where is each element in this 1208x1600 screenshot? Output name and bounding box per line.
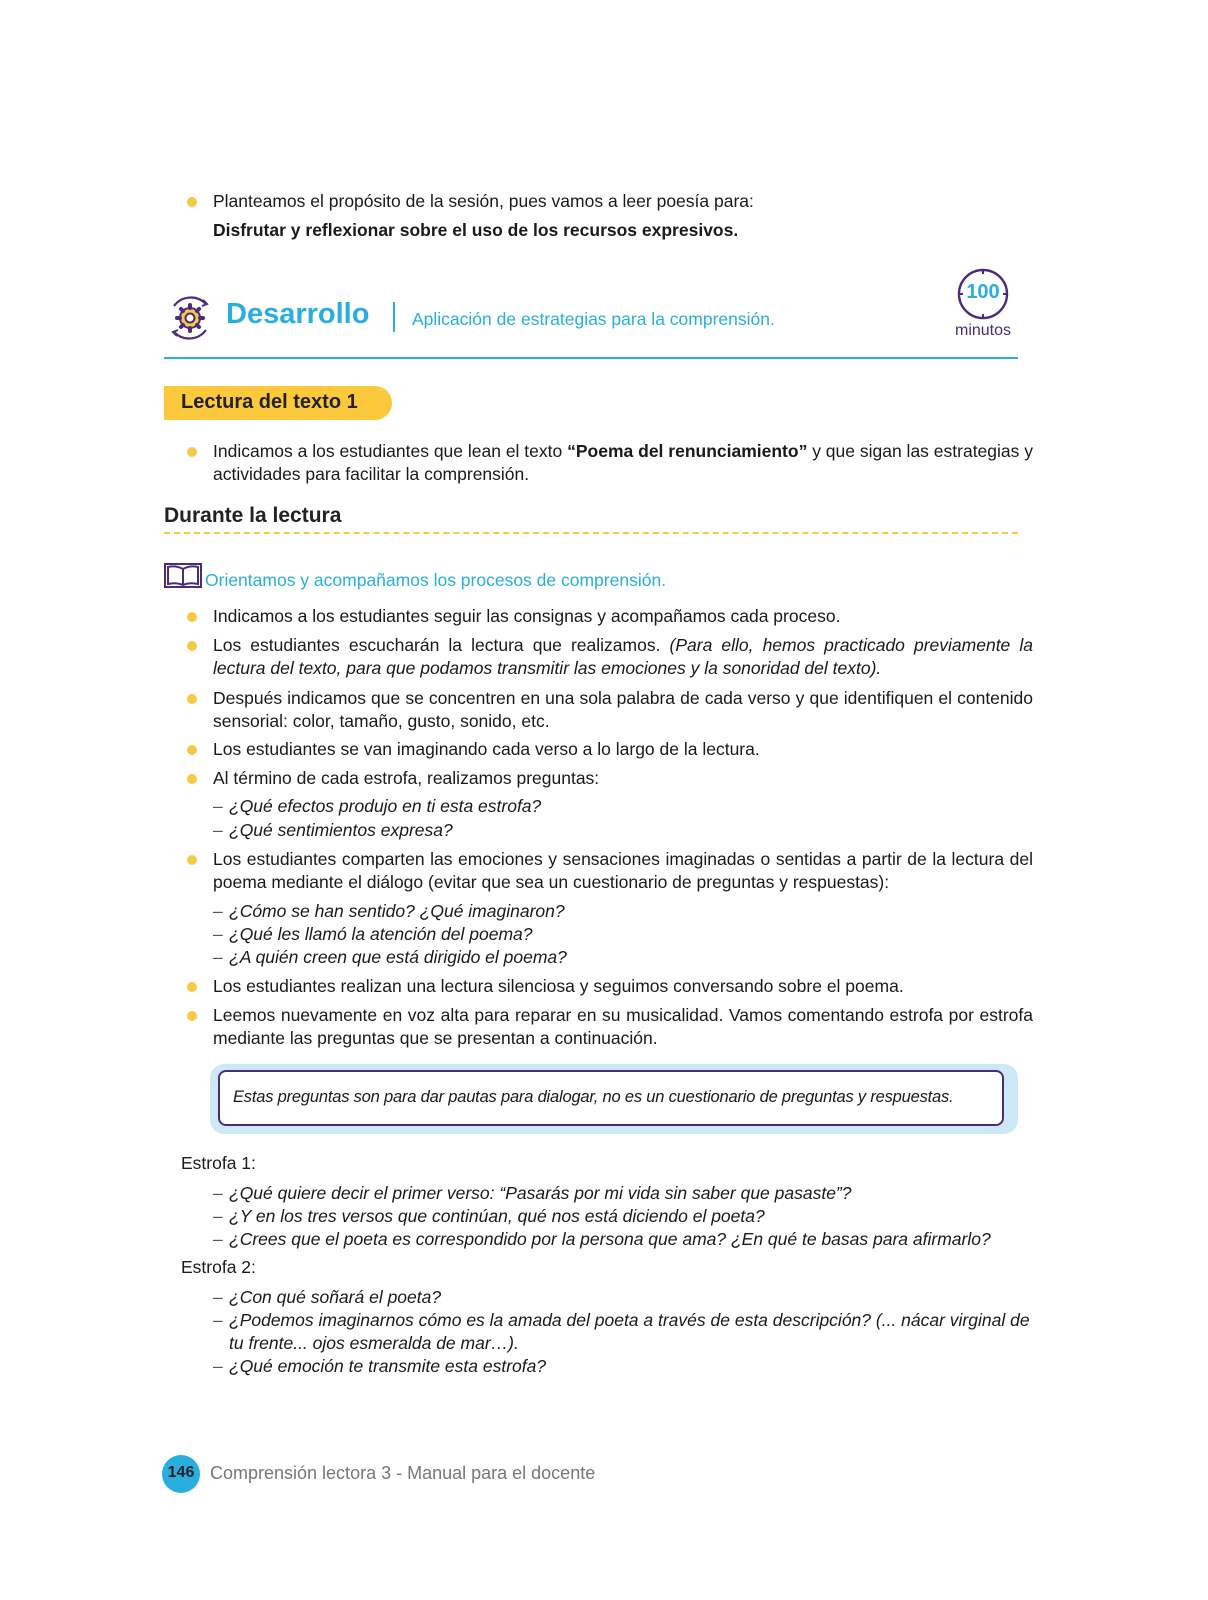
question-item: – ¿Y en los tres versos que continúan, qué nos está diciendo el poeta? (213, 1205, 1033, 1228)
question-text: ¿Qué quiere decir el primer verso: “Pasarás por mi vida sin saber que pasaste”? (229, 1183, 852, 1203)
time-badge (948, 268, 1018, 348)
page-number: 146 (167, 1464, 195, 1481)
list-item (187, 975, 1033, 998)
time-unit: minutos (954, 322, 1012, 339)
durante-heading: Durante la lectura (164, 504, 342, 527)
bullet-dot (187, 855, 197, 865)
poem-title: “Poema del renunciamiento” (567, 441, 808, 461)
question-item: – ¿Podemos imaginarnos cómo es la amada del poeta a través de esta descripción? (... nácar virginal de tu frente... ojos esmeralda de mar…). (213, 1309, 1033, 1355)
intro-text: Planteamos el propósito de la sesión, pues vamos a leer poesía para: (213, 191, 754, 211)
question-text: ¿Qué efectos produjo en ti esta estrofa? (229, 796, 542, 816)
item-text: Después indicamos que se concentren en una sola palabra de cada verso y que identifiquen el contenido sensorial: color, tamaño, gusto, sonido, etc. (213, 688, 1033, 731)
lectura-text-post: y que sigan las estrategias y actividades para facilitar la comprensión. (213, 441, 1034, 484)
bullet-dot (187, 612, 197, 622)
item-text: Indicamos a los estudiantes seguir las consignas y acompañamos cada proceso. (213, 606, 841, 626)
bullet-dot (187, 641, 197, 651)
page-number-badge (162, 1455, 200, 1493)
lectura-tag-label: Lectura del texto 1 (181, 391, 358, 413)
question-text: ¿A quién creen que está dirigido el poema? (229, 947, 567, 967)
question-text: ¿Con qué soñará el poeta? (229, 1287, 442, 1307)
bullet-dot (187, 694, 197, 704)
section-subtitle: Aplicación de estrategias para la comprensión. (412, 309, 775, 329)
bullet-dot (187, 982, 197, 992)
lectura-tag (164, 386, 392, 420)
intro-item (187, 190, 1033, 242)
question-text: ¿Qué sentimientos expresa? (229, 820, 453, 840)
item-text: Leemos nuevamente en voz alta para reparar en su musicalidad. Vamos comentando estrofa por estrofa mediante las preguntas que se presentan a continuación. (213, 1005, 1033, 1048)
question-text: ¿Crees que el poeta es correspondido por la persona que ama? ¿En qué te basas para afirmarlo? (229, 1229, 991, 1249)
section-header (164, 281, 1018, 362)
section-divider (393, 302, 395, 332)
note-inner (218, 1070, 1004, 1126)
list-item (187, 605, 1033, 628)
section-title: Desarrollo (226, 298, 370, 330)
list-item (187, 767, 1033, 790)
question-text: ¿Qué les llamó la atención del poema? (229, 924, 533, 944)
item-text: Al término de cada estrofa, realizamos preguntas: (213, 768, 600, 788)
question-item: – ¿Con qué soñará el poeta? (213, 1286, 1033, 1309)
question-text: ¿Cómo se han sentido? ¿Qué imaginaron? (229, 901, 565, 921)
gear-icon (164, 292, 216, 344)
book-icon (164, 563, 202, 589)
question-item: – ¿Qué quiere decir el primer verso: “Pasarás por mi vida sin saber que pasaste”? (213, 1182, 1033, 1205)
bullet-dot (187, 1011, 197, 1021)
item-text: Los estudiantes se van imaginando cada verso a lo largo de la lectura. (213, 739, 760, 759)
lectura-text-pre: Indicamos a los estudiantes que lean el texto (213, 441, 568, 461)
time-value: 100 (966, 281, 1000, 303)
question-item: – ¿A quién creen que está dirigido el poema? (213, 946, 1033, 969)
question-item: – ¿Qué sentimientos expresa? (213, 819, 1033, 842)
bullet-dot (187, 447, 197, 457)
bullet-dot (187, 197, 197, 207)
question-text: ¿Y en los tres versos que continúan, qué nos está diciendo el poeta? (229, 1206, 765, 1226)
intro-purpose: Disfrutar y reflexionar sobre el uso de los recursos expresivos. (213, 220, 739, 240)
item-text: Los estudiantes escucharán la lectura que realizamos. (213, 635, 670, 655)
item-text: Los estudiantes realizan una lectura silenciosa y seguimos conversando sobre el poema. (213, 976, 904, 996)
estrofa-2-label: Estrofa 2: (181, 1257, 256, 1277)
list-item (187, 634, 1033, 680)
lectura-item (187, 440, 1033, 486)
question-item: – ¿Qué efectos produjo en ti esta estrofa? (213, 795, 1033, 818)
item-text: Los estudiantes comparten las emociones y sensaciones imaginadas o sentidas a partir de la lectura del poema mediante el diálogo (evitar que sea un cuestionario de preguntas y respuestas): (213, 849, 1033, 892)
section-underline (164, 357, 1018, 359)
dashed-divider (164, 532, 1018, 534)
bullet-dot (187, 774, 197, 784)
list-item (187, 738, 1033, 761)
question-text: ¿Qué emoción te transmite esta estrofa? (229, 1356, 547, 1376)
estrofa-1-label: Estrofa 1: (181, 1153, 256, 1173)
list-item (187, 1004, 1033, 1050)
question-text: ¿Podemos imaginarnos cómo es la amada del poeta a través de esta descripción? (... nácar virginal de tu frente... ojos esmeralda de mar…). (229, 1310, 1030, 1353)
note-box (210, 1064, 1018, 1134)
question-item: – ¿Qué emoción te transmite esta estrofa? (213, 1355, 1033, 1378)
item-note: (Para ello, hemos practicado previamente la lectura del texto, para que podamos transmitir las emociones y la sonoridad del texto). (213, 635, 1033, 678)
question-item: – ¿Crees que el poeta es correspondido por la persona que ama? ¿En qué te basas para afirmarlo? (213, 1228, 1033, 1251)
bullet-dot (187, 745, 197, 755)
orient-label: Orientamos y acompañamos los procesos de comprensión. (205, 570, 667, 590)
list-item (187, 687, 1033, 733)
footer-title: Comprensión lectora 3 - Manual para el docente (210, 1463, 596, 1483)
list-item (187, 848, 1033, 894)
note-text: Estas preguntas son para dar pautas para dialogar, no es un cuestionario de preguntas y respuestas. (233, 1088, 954, 1106)
question-item: – ¿Cómo se han sentido? ¿Qué imaginaron? (213, 900, 1033, 923)
question-item: – ¿Qué les llamó la atención del poema? (213, 923, 1033, 946)
